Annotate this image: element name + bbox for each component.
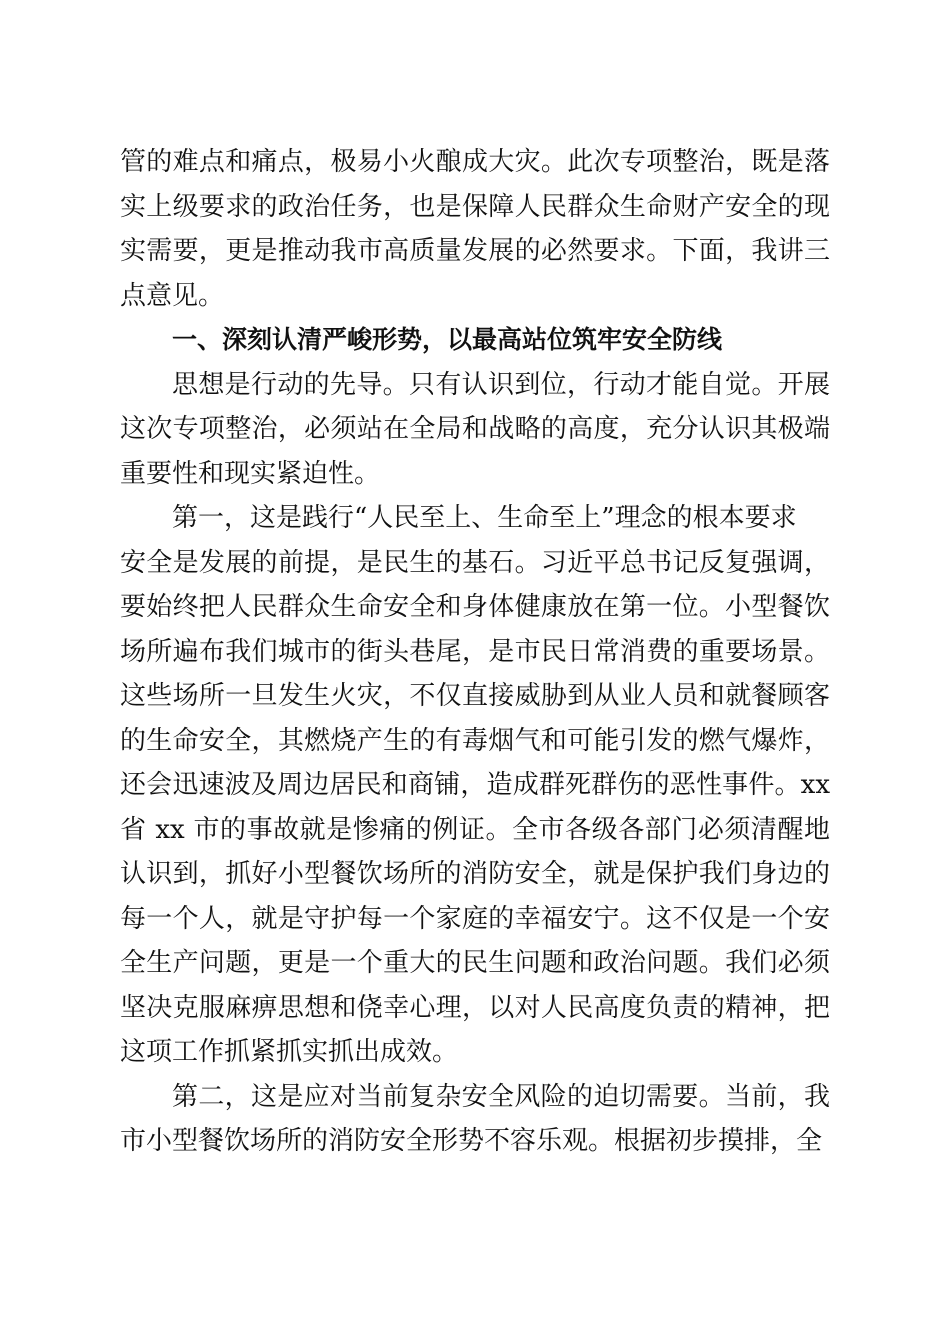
point-two-body: 当前，我市小型餐饮场所的消防安全形势不容乐观。根据初步摸排，全 — [120, 1081, 830, 1156]
document-page — [120, 140, 830, 1164]
section-intro-paragraph: 思想是行动的先导。只有认识到位，行动才能自觉。开展这次专项整治，必须站在全局和战略的高度，充分认识其极端重要性和现实紧迫性。 — [120, 369, 830, 489]
continuation-paragraph: 管的难点和痛点，极易小火酿成大灾。此次专项整治，既是落实上级要求的政治任务，也是保障人民群众生命财产安全的现实需要，更是推动我市高质量发展的必然要求。下面，我讲三点意见。 — [120, 147, 830, 311]
point-one-paragraph — [120, 496, 830, 1075]
point-one-body: 安全是发展的前提，是民生的基石。习近平总书记反复强调，要始终把人民群众生命安全和身体健康放在第一位。小型餐饮场所遍布我们城市的街头巷尾，是市民日常消费的重要场景。这些场所一旦发生火灾，不仅直接威胁到从业人员和就餐顾客的生命安全，其燃烧产生的有毒烟气和可能引发的燃气爆炸，还会迅速波及周边居民和商铺，造成群死群伤的恶性事件。xx 省 xx 市的事故就是惨痛的例证。全市各级各部门必须清醒地认识到，抓好小型餐饮场所的消防安全，就是保护我们身边的每一个人，就是守护每一个家庭的幸福安宁。这不仅是一个安全生产问题，更是一个重大的民生问题和政治问题。我们必须坚决克服麻痹思想和侥幸心理，以对人民高度负责的精神，把这项工作抓紧抓实抓出成效。 — [120, 547, 830, 1067]
point-two-title: 第二，这是应对当前复杂安全风险的迫切需要。 — [172, 1081, 725, 1112]
point-one-title: 第一，这是践行“人民至上、生命至上”理念的根本要求 — [172, 503, 797, 533]
section-heading: 一、深刻认清严峻形势，以最高站位筑牢安全防线 — [172, 325, 723, 354]
point-two-paragraph — [120, 1075, 830, 1164]
